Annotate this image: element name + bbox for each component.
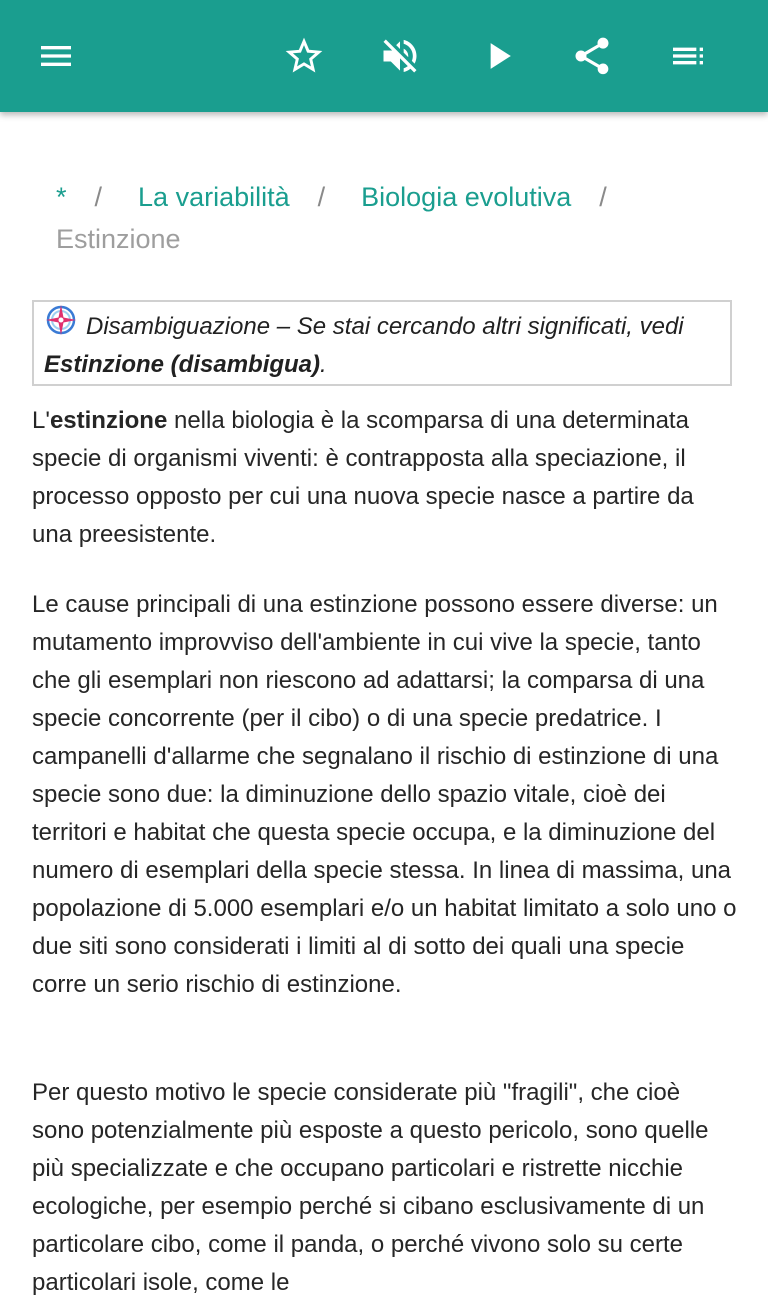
star-outline-icon[interactable] [272,24,336,88]
toc-list-icon[interactable] [656,24,720,88]
breadcrumb-current: Estinzione [56,224,181,254]
article-paragraph-1 [32,402,738,554]
breadcrumb [56,176,736,260]
compass-icon [44,303,78,337]
app-toolbar [0,0,768,112]
disambiguation-notice [32,300,732,386]
disambiguation-suffix: . [320,351,327,378]
breadcrumb-separator: / [317,182,326,212]
breadcrumb-item-la-variabilita[interactable]: La variabilità [138,182,290,212]
hamburger-menu-icon[interactable] [24,24,88,88]
article-paragraph-2: Le cause principali di una estinzione possono essere diverse: un mutamento improvviso dell'ambiente in cui vive la specie, tanto che gli esemplari non riescono ad adattarsi; la comparsa di una specie concorrente (per il cibo) o di una specie predatrice. I campanelli d'allarme che segnalano il rischio di estinzione di una specie sono due: la diminuzione dello spazio vitale, cioè dei territori e habitat che questa specie occupa, e la diminuzione del numero di esemplari della specie stessa. In linea di massima, una popolazione di 5.000 esemplari e/o un habitat limitato a solo uno o due siti sono considerati i limiti al di sotto dei quali una specie corre un serio rischio di estinzione. [32,591,737,998]
disambiguation-text: Disambiguazione – Se stai cercando altri significati, vedi [86,313,684,340]
breadcrumb-separator: / [94,182,103,212]
p1-body: nella biologia è la scomparsa di una determinata specie di organismi viventi: è contrapposta alla speciazione, il processo opposto per cui una nuova specie nasce a partire da una preesistente. [32,407,694,548]
p1-term: estinzione [49,407,168,434]
article-content [0,112,768,1296]
volume-off-icon[interactable] [368,24,432,88]
breadcrumb-home[interactable]: * [56,182,67,212]
disambiguation-link[interactable]: Estinzione (disambigua) [44,351,321,378]
article-paragraph-3: Per questo motivo le specie considerate più "fragili", che cioè sono potenzialmente più esposte a questo pericolo, sono quelle più specializzate e che occupano particolari e ristrette nicchie ecologiche, per esempio perché si cibano esclusivamente di un particolare cibo, come il panda, o perché vivono solo su certe particolari isole, come le [32,1079,709,1296]
p1-start: L' [32,407,50,434]
breadcrumb-separator: / [599,182,607,212]
play-icon[interactable] [466,24,530,88]
share-icon[interactable] [560,24,624,88]
breadcrumb-item-biologia-evolutiva[interactable]: Biologia evolutiva [361,182,572,212]
